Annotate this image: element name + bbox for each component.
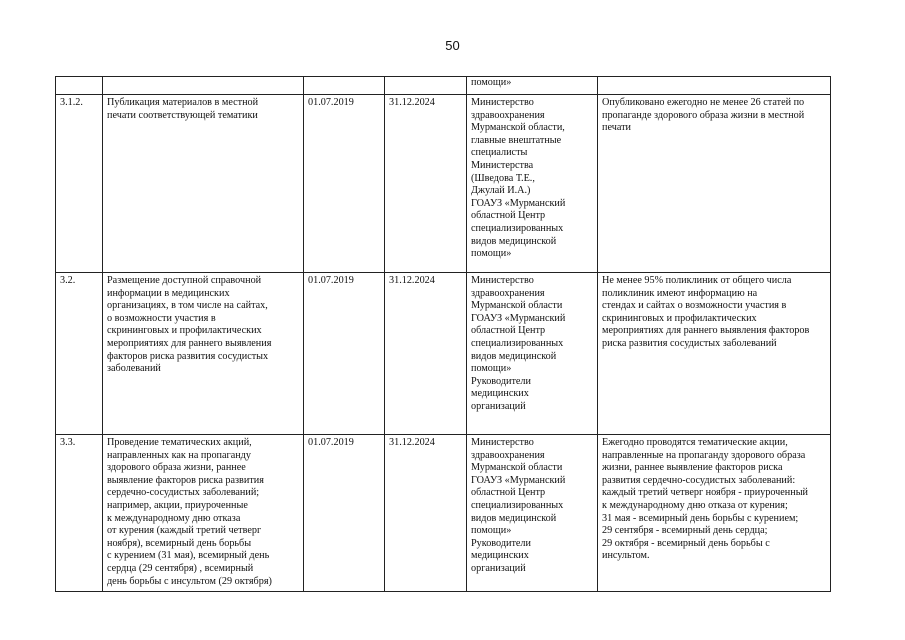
item-number-cell: 3.3. xyxy=(56,435,103,592)
end-date-cell xyxy=(385,77,467,95)
end-date-cell: 31.12.2024 xyxy=(385,95,467,273)
page-number: 50 xyxy=(445,38,460,53)
result-cell: Не менее 95% поликлиник от общего числа поликлиник имеют информацию на стендах и сайтах о возможности участия в скрининговых и профилактических мероприятиях для раннего выявления факторов риска развития сосудистых заболеваний xyxy=(598,273,831,435)
measure-name-cell: Проведение тематических акций, направленных как на пропаганду здорового образа жизни, раннее выявление факторов риска развития сердечно-сосудистых заболеваний; например, акции, приуроченные к международному дню отказа от курения (каждый третий четверг ноября), всемирный день борьбы с курением (31 мая), всемирный день сердца (29 сентября) , всемирный день борьбы с инсультом (29 октября) xyxy=(103,435,304,592)
measure-name-cell: Размещение доступной справочной информации в медицинских организациях, в том числе на сайтах, о возможности участия в скрининговых и профилактических мероприятиях для раннего выявления факторов риска развития сосудистых заболеваний xyxy=(103,273,304,435)
item-number-cell: 3.2. xyxy=(56,273,103,435)
result-cell xyxy=(598,77,831,95)
start-date-cell: 01.07.2019 xyxy=(304,273,385,435)
measure-name-cell xyxy=(103,77,304,95)
table-row xyxy=(56,77,831,95)
start-date-cell: 01.07.2019 xyxy=(304,95,385,273)
end-date-cell: 31.12.2024 xyxy=(385,435,467,592)
executor-cell: помощи» xyxy=(467,77,598,95)
executor-cell: Министерство здравоохранения Мурманской области ГОАУЗ «Мурманский областной Центр специализированных видов медицинской помощи» Руководители медицинских организаций xyxy=(467,435,598,592)
item-number-cell: 3.1.2. xyxy=(56,95,103,273)
start-date-cell xyxy=(304,77,385,95)
end-date-cell: 31.12.2024 xyxy=(385,273,467,435)
table-row xyxy=(56,435,831,592)
measure-name-cell: Публикация материалов в местной печати соответствующей тематики xyxy=(103,95,304,273)
executor-cell: Министерство здравоохранения Мурманской области, главные внештатные специалисты Министерства (Шведова Т.Е., Джулай И.А.) ГОАУЗ «Мурманский областной Центр специализированных видов медицинской помощи» xyxy=(467,95,598,273)
measures-table xyxy=(55,76,831,592)
table-row xyxy=(56,95,831,273)
start-date-cell: 01.07.2019 xyxy=(304,435,385,592)
result-cell: Опубликовано ежегодно не менее 26 статей по пропаганде здорового образа жизни в местной печати xyxy=(598,95,831,273)
item-number-cell xyxy=(56,77,103,95)
executor-cell: Министерство здравоохранения Мурманской области ГОАУЗ «Мурманский областной Центр специализированных видов медицинской помощи» Руководители медицинских организаций xyxy=(467,273,598,435)
table-row xyxy=(56,273,831,435)
result-cell: Ежегодно проводятся тематические акции, направленные на пропаганду здорового образа жизни, раннее выявление факторов риска развития сердечно-сосудистых заболеваний: каждый третий четверг ноября - приуроченный к международному дню отказа от курения; 31 мая - всемирный день борьбы с курением; 29 сентября - всемирный день сердца; 29 октября - всемирный день борьбы с инсультом. xyxy=(598,435,831,592)
